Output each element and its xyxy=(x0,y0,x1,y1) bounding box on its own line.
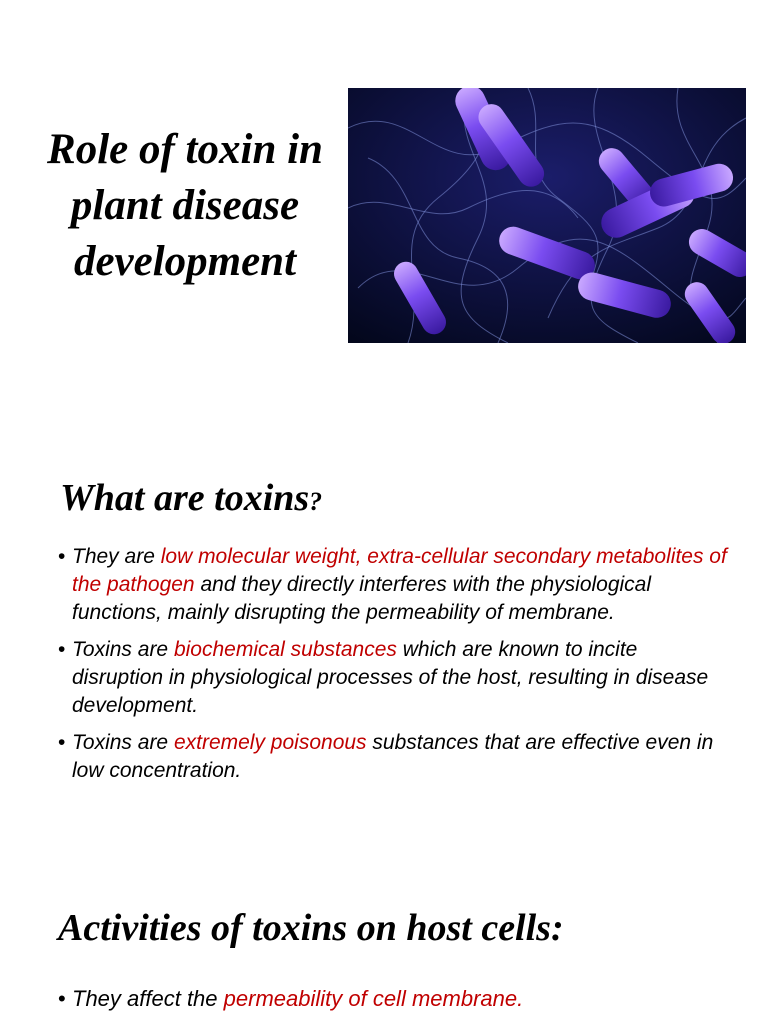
section-heading-what-are-toxins xyxy=(60,474,322,526)
list-item xyxy=(58,729,728,785)
bullet-text: Toxins are xyxy=(72,638,174,661)
list-item xyxy=(58,543,728,627)
list-item xyxy=(58,636,728,720)
toxin-definition-list xyxy=(58,543,728,794)
bullet-highlight: biochemical substances xyxy=(173,638,397,661)
section-heading-activities: Activities of toxins on host cells: xyxy=(58,907,564,949)
bullet-text: Toxins are xyxy=(72,731,174,754)
bullet-text: and they directly interferes with the physiological functions, mainly disrupting the permeability of membrane. xyxy=(72,573,652,624)
section-heading-text: What are toxins xyxy=(60,477,310,519)
bullet-text: substances that are effective even in low concentration. xyxy=(72,731,714,782)
bullet-highlight: low molecular weight, extra-cellular secondary metabolites of the pathogen xyxy=(72,545,727,596)
slide-title: Role of toxin in plant disease development xyxy=(47,126,323,285)
bacteria-image xyxy=(348,88,746,343)
bullet-highlight: permeability of cell membrane. xyxy=(223,986,524,1011)
bullet-text: which are known to incite disruption in physiological processes of the host, resulting in disease development. xyxy=(72,638,709,717)
bullet-text: They affect the xyxy=(72,986,224,1011)
section-heading-suffix: ? xyxy=(309,487,323,516)
bullet-text: They are xyxy=(72,545,161,568)
list-item xyxy=(58,985,728,1013)
toxin-activities-list xyxy=(58,985,728,1022)
bullet-highlight: extremely poisonous xyxy=(173,731,367,754)
